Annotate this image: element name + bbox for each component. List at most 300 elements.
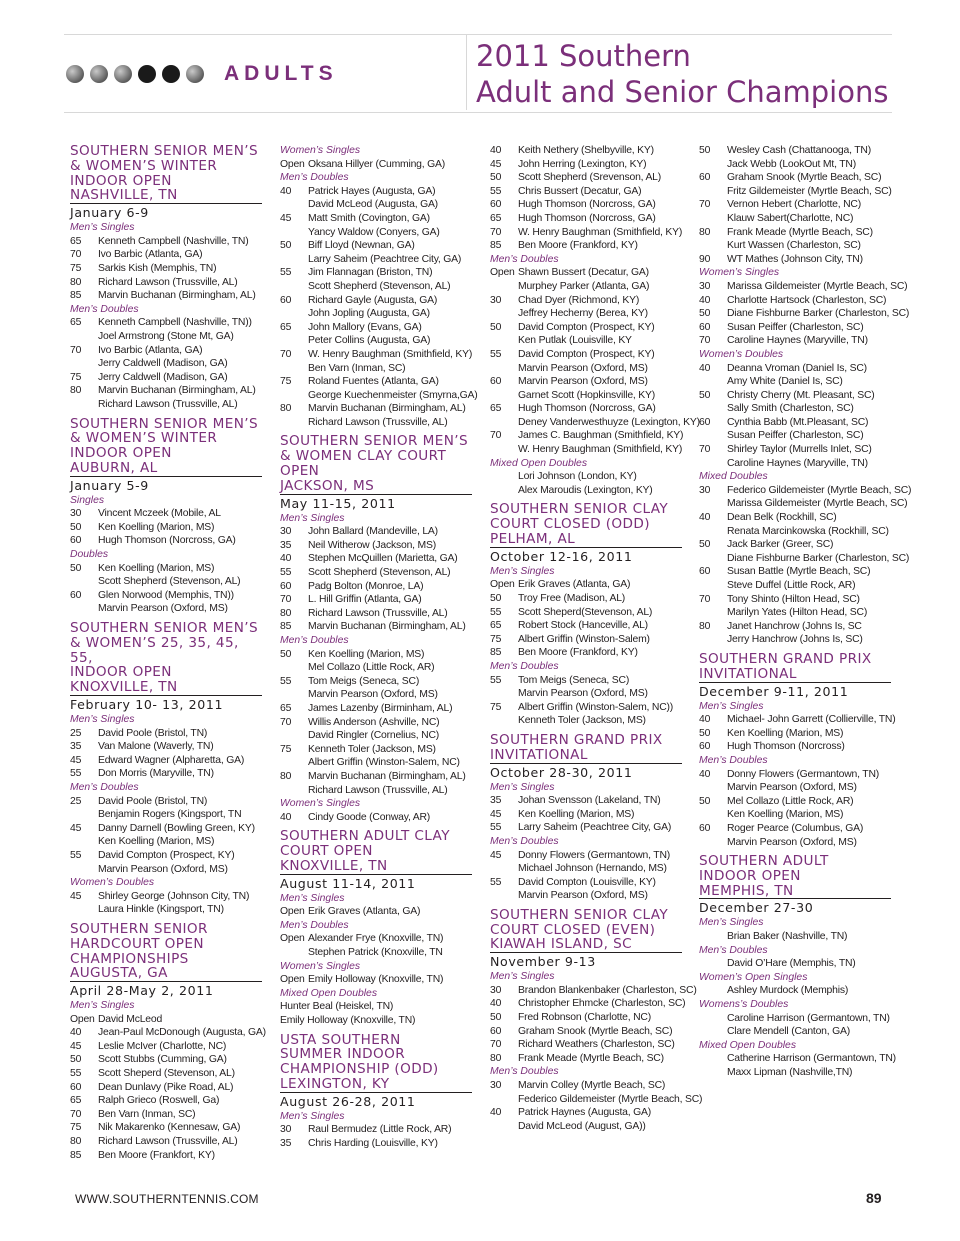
champion-row (699, 185, 891, 199)
age-division: 50 (280, 240, 292, 252)
event-category: Men’s Doubles (280, 172, 349, 184)
champion-row (490, 984, 697, 998)
champion-name: Marilyn Yates (Hilton Head, SC) (727, 607, 868, 619)
champion-name: Murphey Parker (Atlanta, GA) (518, 280, 650, 292)
age-division: 25 (70, 727, 82, 739)
event-category: Men’s Singles (699, 700, 764, 712)
tennis-ball-icon (114, 65, 132, 83)
champion-name: Ben Moore (Frankfort, KY) (98, 1149, 215, 1161)
champion-name: David Compton (Louisville, KY) (518, 876, 656, 888)
page-number: 89 (866, 1190, 882, 1206)
age-division: 80 (280, 403, 292, 415)
age-division: 75 (490, 633, 502, 645)
champion-name: Charlotte Hartsock (Charleston, SC) (727, 294, 887, 306)
champion-row (699, 402, 891, 416)
champion-name: Marvin Colley (Myrtle Beach, SC) (518, 1080, 666, 1092)
champion-name: Ashley Murdock (Memphis) (727, 985, 849, 997)
champion-name: David Compton (Prospect, KY) (518, 321, 655, 333)
champion-name: Frank Meade (Myrtle Beach, SC) (727, 226, 873, 238)
champion-row (699, 416, 891, 430)
age-division (70, 398, 98, 412)
age-division: 75 (70, 371, 82, 383)
age-division: 40 (490, 145, 502, 156)
champion-row (280, 1137, 472, 1151)
champion-row (490, 606, 682, 620)
age-division (699, 497, 727, 511)
tournament-location: LEXINGTON, KY (280, 1077, 472, 1093)
champion-row (699, 552, 910, 566)
champion-name: Jack Webb (LookOut Mt, TN) (727, 158, 856, 170)
tournament-title: & WOMEN’S WINTER (70, 430, 218, 447)
champion-row (490, 171, 682, 185)
age-division: 45 (280, 212, 292, 224)
champion-name: Ben Varn (Inman, SC) (308, 362, 406, 374)
champion-row (70, 575, 262, 589)
age-division: 60 (699, 822, 711, 834)
champion-row (70, 835, 262, 849)
section-banner (66, 62, 338, 86)
champion-row (280, 607, 472, 621)
champion-row (699, 497, 908, 511)
champion-name: Shirley Taylor (Murrells Inlet, SC) (727, 444, 872, 456)
age-division (699, 781, 727, 795)
champion-row (70, 289, 262, 303)
event-category: Men’s Doubles (699, 944, 768, 956)
age-division: 85 (70, 290, 82, 302)
champion-name: Albert Griffin (Winston-Salem) (518, 633, 650, 645)
age-division: 70 (70, 1108, 82, 1120)
champion-name: Keith Nethery (Shelbyville, KY) (518, 145, 654, 156)
age-division: 30 (490, 1080, 502, 1092)
champion-row (280, 212, 472, 226)
champion-name: Chris Bussert (Decatur, GA) (518, 185, 642, 197)
champion-row (280, 226, 472, 240)
tennis-ball-icon (186, 65, 204, 83)
age-division (280, 198, 308, 212)
champion-row (70, 248, 262, 262)
champion-name: Tom Meigs (Seneca, SC) (518, 674, 630, 686)
champion-row (70, 330, 262, 344)
age-division: 30 (490, 294, 502, 306)
champion-name: Richard Lawson (Trussville, AL) (308, 416, 448, 428)
champion-row (490, 266, 682, 280)
champion-name: Jerry Caldwell (Madison, GA) (98, 371, 228, 383)
event-category: Men’s Doubles (280, 635, 349, 646)
age-division: 30 (70, 508, 82, 520)
age-division: 65 (70, 317, 82, 329)
champion-name: Ken Koelling (Marion, MS) (727, 809, 844, 821)
champion-row (70, 808, 262, 822)
champion-name: John Herring (Lexington, KY) (518, 158, 647, 170)
champion-name: Leslie McIver (Charlotte, NC) (98, 1040, 227, 1052)
champion-name: L. Hill Griffin (Atlanta, GA) (308, 594, 422, 606)
age-division (280, 362, 308, 376)
age-division: 75 (70, 262, 82, 274)
age-division: 40 (280, 553, 292, 565)
age-division: 60 (70, 535, 82, 547)
champion-row (490, 429, 682, 443)
champion-row (280, 552, 472, 566)
champion-name: Jean-Paul McDonough (Augusta, GA) (98, 1027, 266, 1039)
champion-row (490, 1038, 682, 1052)
champion-name: Ken Putlak (Louisville, KY (518, 335, 632, 347)
champion-name: Shawn Bussert (Decatur, GA) (518, 267, 649, 279)
age-division: Open (280, 933, 305, 945)
champion-row (490, 158, 682, 172)
age-division: 50 (70, 1054, 82, 1066)
age-division (490, 1120, 518, 1134)
champion-row (70, 344, 262, 358)
champion-name: Marvin Pearson (Oxford, MS) (518, 362, 648, 374)
age-division (70, 835, 98, 849)
champion-name: Marvin Pearson (Oxford, MS) (98, 603, 228, 615)
tournament-dates: February 10- 13, 2011 (70, 697, 224, 713)
champion-name: Brandon Blankenbaker (Charleston, SC) (518, 984, 697, 996)
champion-row (490, 889, 682, 903)
champion-name: Yancy Waldow (Conyers, GA) (308, 226, 440, 238)
champion-name: WT Mathes (Johnson City, TN) (727, 253, 863, 265)
age-division (699, 579, 727, 593)
champion-row (490, 348, 682, 362)
champion-row (490, 821, 682, 835)
age-division (699, 158, 727, 172)
tournament-title: COURT CLOSED (ODD) (490, 516, 650, 533)
champion-row (70, 767, 262, 781)
tournament-title: SOUTHERN SENIOR MEN’S (280, 433, 469, 450)
footer-website[interactable]: WWW.SOUTHERNTENNIS.COM (75, 1192, 259, 1206)
champion-name: Donny Flowers (Germantown, TN) (518, 849, 671, 861)
champion-name: Caroline Haynes (Maryville, TN) (727, 457, 868, 469)
tournament-location: INVITATIONAL (699, 667, 891, 683)
champion-name: David Compton (Prospect, KY) (518, 348, 655, 360)
champion-row (699, 525, 891, 539)
age-division: 85 (280, 621, 292, 633)
age-division (280, 756, 308, 770)
age-division (699, 1066, 727, 1080)
champion-name: Marvin Pearson (Oxford, MS) (727, 836, 857, 848)
champion-name: Scott Shepherd (Srevenson, AL) (518, 172, 662, 184)
champion-row (280, 416, 472, 430)
champion-row (280, 770, 472, 784)
champion-name: Ben Moore (Frankford, KY) (518, 647, 638, 659)
champion-name: David McLeod (Augusta, GA) (308, 199, 438, 211)
champion-row (280, 239, 472, 253)
champion-name: Brian Baker (Nashville, TN) (727, 931, 848, 943)
champion-name: Stephen Patrick (Knoxville, TN (308, 947, 443, 959)
tournament-location: NASHVILLE, TN (70, 188, 262, 204)
tournament-location: MEMPHIS, TN (699, 884, 891, 900)
champion-name: Cynthia Babb (Mt.Pleasant, SC) (727, 416, 869, 428)
tournament-title: SOUTHERN ADULT CLAY (280, 828, 450, 845)
champion-row (699, 226, 891, 240)
age-division (280, 416, 308, 430)
champion-name: Dean Dunlavy (Pike Road, AL) (98, 1081, 234, 1093)
age-division (699, 1052, 727, 1066)
tournament-title: CHAMPIONSHIP (ODD) (280, 1061, 439, 1078)
champion-row (280, 389, 478, 403)
champion-row (280, 661, 472, 675)
age-division: 70 (280, 348, 292, 360)
champion-row (70, 357, 262, 371)
champion-row (490, 294, 682, 308)
age-division: 70 (70, 344, 82, 356)
champion-name: Scott Shepherd (Stevenson, AL) (98, 576, 241, 588)
tournament-dates: January 6-9 (70, 205, 149, 221)
champion-row (70, 521, 262, 535)
champion-row (699, 198, 891, 212)
champion-row (280, 348, 472, 362)
age-division: Open (490, 267, 515, 279)
champion-name: Graham Snook (Myrtle Beach, SC) (727, 172, 882, 184)
tournament-title: INDOOR OPEN (70, 445, 172, 462)
champion-row (70, 1108, 262, 1122)
champion-row (490, 619, 682, 633)
age-division: 60 (280, 580, 292, 592)
champion-row (490, 375, 682, 389)
age-division: 40 (699, 714, 711, 726)
champion-row (280, 321, 472, 335)
tennis-ball-icon (66, 65, 84, 83)
event-category: Men’s Singles (490, 781, 555, 793)
age-division (70, 602, 98, 616)
age-division: 70 (699, 335, 711, 347)
champion-name: Richard Lawson (Trussville, AL) (98, 276, 238, 288)
champion-row (699, 957, 891, 971)
champion-name: Jerry Caldwell (Madison, GA) (98, 358, 228, 370)
tennis-ball-icon (90, 65, 108, 83)
event-category: Women’s Doubles (70, 877, 155, 889)
champion-row (699, 606, 891, 620)
champion-name: Jack Barker (Greer, SC) (727, 539, 834, 551)
age-division: 45 (70, 890, 82, 902)
champion-row (280, 905, 472, 919)
champion-row (490, 416, 700, 430)
age-division (70, 330, 98, 344)
champion-row (70, 1053, 262, 1067)
age-division (280, 729, 308, 743)
age-division: 55 (490, 348, 502, 360)
champion-name: Laura Hinkle (Kingsport, TN) (98, 904, 224, 916)
champion-row (70, 235, 262, 249)
age-division (280, 307, 308, 321)
champion-row (280, 158, 472, 172)
champion-name: Marissa Gildemeister (Myrtle Beach, SC) (727, 280, 908, 292)
age-division (699, 525, 727, 539)
champion-name: Marvin Buchanan (Birmingham, AL) (98, 290, 256, 302)
age-division (490, 280, 518, 294)
event-category: Singles (70, 494, 105, 506)
champion-row (280, 375, 472, 389)
champion-row (490, 389, 682, 403)
event-category: Mixed Open Doubles (699, 1039, 797, 1051)
age-division: 65 (70, 1095, 82, 1107)
champion-row (280, 525, 472, 539)
age-division: 60 (699, 321, 711, 333)
champion-row (699, 362, 891, 376)
champion-name: Emily Holloway (Knoxville, TN) (308, 974, 444, 986)
tournament-title: USTA SOUTHERN (280, 1031, 401, 1048)
age-division: 65 (490, 212, 502, 224)
champion-name: Ken Koelling (Marion, MS) (98, 521, 215, 533)
champion-name: Caroline Harrison (Germantown, TN) (727, 1012, 890, 1024)
champion-row (280, 946, 472, 960)
age-division: 50 (699, 539, 711, 551)
champion-name: Willis Anderson (Ashville, NC) (308, 716, 440, 728)
champion-row (490, 334, 682, 348)
age-division (490, 307, 518, 321)
age-division (280, 784, 308, 798)
champion-name: Padg Bolton (Monroe, LA) (308, 580, 424, 592)
age-division: 60 (699, 172, 711, 184)
age-division: 50 (699, 145, 711, 156)
champion-name: Hugh Thomson (Norcross, GA) (518, 403, 656, 415)
champion-name: Roger Pearce (Columbus, GA) (727, 822, 864, 834)
champion-name: Richard Gayle (Augusta, GA) (308, 294, 438, 306)
champion-name: Cindy Goode (Conway, AR) (308, 811, 431, 823)
age-division: 55 (280, 267, 292, 279)
event-category: Men’s Singles (280, 512, 345, 524)
champion-name: Kurt Wassen (Charleston, SC) (727, 240, 861, 252)
age-division: 30 (280, 526, 292, 538)
age-division (280, 334, 308, 348)
champion-row (490, 633, 682, 647)
age-division: 75 (70, 1122, 82, 1134)
tournament-dates: May 11-15, 2011 (280, 495, 396, 511)
event-category: Women’s Singles (280, 960, 361, 972)
champion-name: Danny Darnell (Bowling Green, KY) (98, 822, 255, 834)
age-division (70, 903, 98, 917)
champion-name: Deney Vanderwesthuyze (Lexington, KY) (518, 416, 700, 428)
age-division: Open (70, 1013, 95, 1025)
champion-row (70, 534, 262, 548)
age-division (699, 1025, 727, 1039)
champion-name: Kenneth Campbell (Nashville, TN)) (98, 317, 252, 329)
age-division: 60 (490, 376, 502, 388)
tournament-location: AUGUSTA, GA (70, 966, 262, 982)
champion-name: Edward Wagner (Alpharetta, GA) (98, 754, 245, 766)
champion-row (70, 262, 262, 276)
champion-row (280, 620, 472, 634)
age-division: 25 (70, 795, 82, 807)
champion-row (699, 144, 891, 158)
tournament-title: SOUTHERN SENIOR MEN’S (70, 415, 259, 432)
tournament-location: PELHAM, AL (490, 532, 682, 548)
tournament-title: SOUTHERN GRAND PRIX (699, 650, 872, 667)
age-division: 55 (490, 822, 502, 834)
champion-name: Vernon Hebert (Charlotte, NC) (727, 199, 861, 211)
age-division: 30 (699, 484, 711, 496)
tournament-dates: October 28-30, 2011 (490, 764, 633, 780)
champion-name: Mel Collazo (Little Rock, AR) (727, 795, 854, 807)
champion-row (490, 687, 682, 701)
champion-row (280, 729, 472, 743)
champion-row (699, 280, 908, 294)
champion-name: Donny Flowers (Germantown, TN) (727, 768, 880, 780)
age-division: 45 (490, 808, 502, 820)
header-divider (466, 34, 467, 110)
champion-row (490, 876, 682, 890)
champion-row (699, 781, 891, 795)
champion-name: Marvin Buchanan (Birmingham, AL) (308, 403, 466, 415)
champion-row (699, 1066, 891, 1080)
age-division (699, 185, 727, 199)
champion-row (70, 398, 262, 412)
champion-row (280, 539, 472, 553)
age-division: 80 (280, 770, 292, 782)
section-label: ADULTS (224, 62, 338, 85)
event-category: Men’s Doubles (70, 303, 139, 315)
champion-name: David Poole (Bristol, TN) (98, 795, 208, 807)
age-division (699, 984, 727, 998)
champion-row (699, 158, 891, 172)
champion-name: David McLeod (August, GA)) (518, 1120, 646, 1132)
tournament-title: OPEN (280, 463, 320, 480)
champion-row (699, 1025, 891, 1039)
champion-name: Albert Griffin (Winston-Salem, NC)) (518, 701, 674, 713)
champion-name: Marvin Pearson (Oxford, MS) (518, 376, 648, 388)
champion-name: Alexander Frye (Knoxville, TN) (308, 933, 444, 945)
champion-row (699, 984, 891, 998)
champion-name: Chad Dyer (Richmond, KY) (518, 294, 640, 306)
champion-row (490, 212, 682, 226)
age-division: 75 (280, 376, 292, 388)
champion-row (280, 1014, 472, 1028)
page-title-line-2: Adult and Senior Champions (476, 75, 889, 109)
champion-row (70, 1026, 266, 1040)
age-division: 70 (699, 444, 711, 456)
champion-name: Christopher Ehmcke (Charleston, SC) (518, 998, 686, 1010)
champion-name: Albert Griffin (Winston-Salem, NC) (308, 757, 460, 769)
event-category: Men’s Singles (280, 892, 345, 904)
tournament-title: INDOOR OPEN (70, 664, 172, 681)
champion-row (490, 484, 682, 498)
champion-name: Scott Sheperd(Stevenson, AL) (518, 606, 653, 618)
champion-row (490, 578, 682, 592)
age-division: 55 (280, 675, 292, 687)
tournament-title: SOUTHERN SENIOR CLAY (490, 906, 669, 923)
tournament-title: HARDCOURT OPEN (70, 935, 204, 952)
champion-row (490, 1093, 703, 1107)
age-division: 40 (699, 362, 711, 374)
champion-name: Susan Peiffer (Charleston, SC) (727, 321, 864, 333)
champion-row (699, 1012, 891, 1026)
age-division (70, 575, 98, 589)
champion-name: Marvin Pearson (Oxford, MS) (308, 689, 438, 701)
champion-name: Graham Snook (Myrtle Beach, SC) (518, 1025, 673, 1037)
results-column-3 (490, 144, 703, 1133)
tournament-location: JACKSON, MS (280, 479, 472, 495)
champion-row (70, 1149, 262, 1163)
tournament-dates: April 28-May 2, 2011 (70, 983, 214, 999)
age-division: Open (490, 579, 515, 591)
tournament-title: SOUTHERN SENIOR MEN’S (70, 620, 259, 637)
champion-row (70, 754, 262, 768)
tournament-title: SUMMER INDOOR (280, 1046, 406, 1063)
champion-row (699, 171, 891, 185)
age-division: 80 (70, 276, 82, 288)
tournament-title: CHAMPIONSHIPS (70, 950, 189, 967)
age-division: 70 (70, 249, 82, 261)
age-division (699, 633, 727, 647)
champion-row (280, 253, 472, 267)
event-category: Doubles (70, 549, 109, 561)
age-division: 80 (280, 607, 292, 619)
champion-row (70, 316, 262, 330)
age-division: 65 (280, 702, 292, 714)
champion-row (280, 185, 472, 199)
champion-row (490, 1106, 682, 1120)
champion-name: Don Morris (Maryville, TN) (98, 768, 214, 780)
